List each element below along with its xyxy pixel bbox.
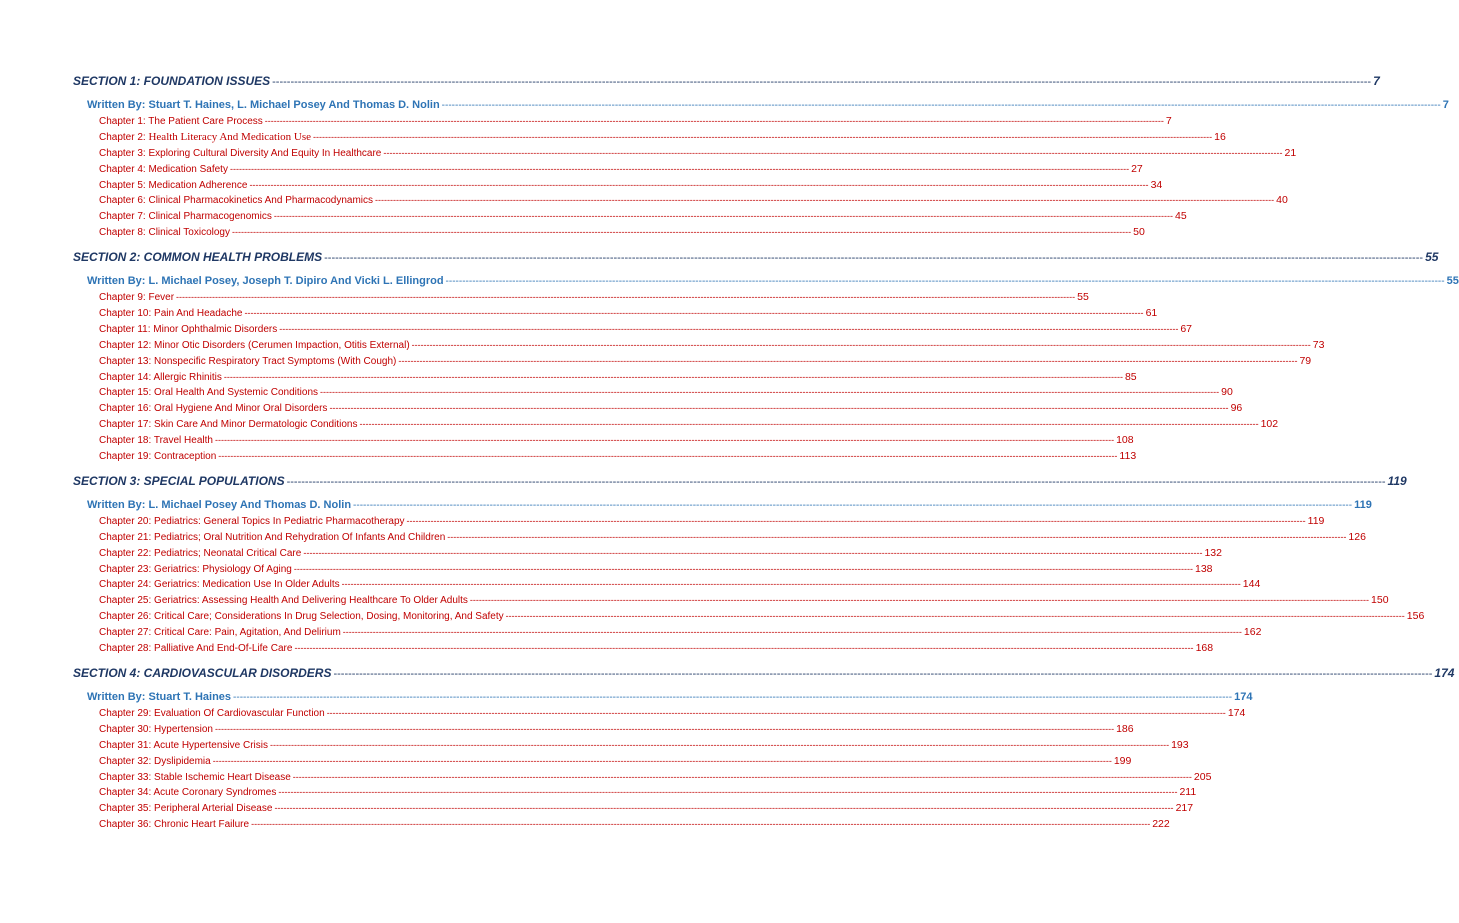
dot-leader: ------------------------------------------------------------------------------------------------------------------------------------------------------------------------------------------------------------------------------------------------------------------------------------------------------------ [447,531,1347,542]
chapter-entry[interactable] [73,417,1279,433]
dot-leader: ------------------------------------------------------------------------------------------------------------------------------------------------------------------------------------------------------------------------------------------------------------------------------------------------------------ [218,451,1118,462]
author-line-title: Written By: L. Michael Posey And Thomas D. Nolin [87,498,352,511]
dot-leader: ------------------------------------------------------------------------------------------------------------------------------------------------------------------------------------------------------------------------------------------------------------------------------------------------------------ [286,475,1386,488]
dot-leader: ------------------------------------------------------------------------------------------------------------------------------------------------------------------------------------------------------------------------------------------------------------------------------------------------------------ [441,100,1441,111]
chapter-entry-page-number: 102 [1260,418,1279,431]
chapter-entry[interactable] [73,146,1297,162]
dot-leader: ------------------------------------------------------------------------------------------------------------------------------------------------------------------------------------------------------------------------------------------------------------------------------------------------------------ [251,819,1151,830]
chapter-entry-page-number: 205 [1193,770,1212,783]
dot-leader: ------------------------------------------------------------------------------------------------------------------------------------------------------------------------------------------------------------------------------------------------------------------------------------------------------------ [329,403,1229,414]
chapter-entry-page-number: 211 [1179,786,1197,799]
section-heading-page-number: 55 [1425,250,1439,265]
chapter-entry-page-number: 79 [1299,354,1312,367]
section-heading-title: SECTION 4: CARDIOVASCULAR DISORDERS [73,665,332,680]
dot-leader: ------------------------------------------------------------------------------------------------------------------------------------------------------------------------------------------------------------------------------------------------------------------------------------------------------------ [269,739,1170,750]
dot-leader: ------------------------------------------------------------------------------------------------------------------------------------------------------------------------------------------------------------------------------------------------------------------------------------------------------------ [342,627,1242,638]
author-line-page-number: 55 [1446,275,1459,288]
chapter-entry-page-number: 27 [1131,162,1143,175]
chapter-entry[interactable] [73,562,1213,578]
author-line-title: Written By: Stuart T. Haines [87,690,232,703]
chapter-entry-page-number: 132 [1204,546,1222,559]
chapter-entry-title: Chapter 4: Medication Safety [99,163,228,175]
dot-leader: ------------------------------------------------------------------------------------------------------------------------------------------------------------------------------------------------------------------------------------------------------------------------------------------------------------ [272,76,1372,88]
chapter-entry-title: Chapter 35: Peripheral Arterial Disease [99,803,273,815]
dot-leader: ------------------------------------------------------------------------------------------------------------------------------------------------------------------------------------------------------------------------------------------------------------------------------------------------------------ [469,595,1370,606]
chapter-entry[interactable] [73,546,1222,562]
chapter-entry[interactable] [73,722,1134,738]
dot-leader: ------------------------------------------------------------------------------------------------------------------------------------------------------------------------------------------------------------------------------------------------------------------------------------------------------------ [273,211,1173,222]
dot-leader: ------------------------------------------------------------------------------------------------------------------------------------------------------------------------------------------------------------------------------------------------------------------------------------------------------------ [406,515,1306,526]
chapter-entry-page-number: 34 [1150,178,1163,191]
chapter-entry-page-number: 126 [1348,530,1366,543]
chapter-entry-page-number: 144 [1242,578,1261,591]
chapter-entry-title: Chapter 24: Geriatrics: Medication Use In Older Adults [99,579,340,591]
author-line-page-number: 174 [1234,690,1253,703]
chapter-entry-page-number: 40 [1276,194,1288,207]
chapter-entry-page-number: 199 [1113,754,1132,767]
chapter-entry-page-number: 119 [1307,514,1325,527]
chapter-entry[interactable] [73,130,1226,146]
chapter-entry[interactable] [73,162,1143,178]
dot-leader: ------------------------------------------------------------------------------------------------------------------------------------------------------------------------------------------------------------------------------------------------------------------------------------------------------------ [233,691,1233,703]
chapter-entry-title: Chapter 31: Acute Hypertensive Crisis [99,739,268,751]
chapter-entry[interactable] [73,322,1193,338]
dot-leader: ------------------------------------------------------------------------------------------------------------------------------------------------------------------------------------------------------------------------------------------------------------------------------------------------------------ [274,803,1174,814]
chapter-entry-page-number: 45 [1174,210,1187,223]
chapter-entry[interactable] [73,225,1145,241]
section-heading[interactable] [73,663,1455,683]
chapter-entry[interactable] [73,306,1158,322]
chapter-entry[interactable] [73,449,1137,465]
chapter-entry-page-number: 67 [1180,322,1193,335]
chapter-entry[interactable] [73,178,1163,194]
table-of-contents [73,71,1459,833]
chapter-entry-page-number: 21 [1284,146,1297,159]
chapter-entry-title: Chapter 14: Allergic Rhinitis [99,371,222,383]
chapter-entry-title: Chapter 25: Geriatrics: Assessing Health And Delivering Healthcare To Older Adults [99,595,468,607]
chapter-entry[interactable] [73,385,1233,401]
chapter-entry-page-number: 162 [1243,626,1262,639]
chapter-entry[interactable] [73,785,1197,801]
chapter-entry[interactable] [73,338,1325,354]
chapter-entry-page-number: 61 [1145,307,1158,320]
chapter-entry[interactable] [73,530,1366,546]
dot-leader: ------------------------------------------------------------------------------------------------------------------------------------------------------------------------------------------------------------------------------------------------------------------------------------------------------------ [223,371,1123,382]
dot-leader: ------------------------------------------------------------------------------------------------------------------------------------------------------------------------------------------------------------------------------------------------------------------------------------------------------------ [398,355,1298,366]
dot-leader: ------------------------------------------------------------------------------------------------------------------------------------------------------------------------------------------------------------------------------------------------------------------------------------------------------------ [341,579,1241,590]
dot-leader: ------------------------------------------------------------------------------------------------------------------------------------------------------------------------------------------------------------------------------------------------------------------------------------------------------------ [313,131,1213,142]
chapter-entry[interactable] [73,593,1389,609]
chapter-entry-page-number: 138 [1195,562,1213,575]
chapter-entry-title: Chapter 7: Clinical Pharmacogenomics [99,211,272,223]
dot-leader: ------------------------------------------------------------------------------------------------------------------------------------------------------------------------------------------------------------------------------------------------------------------------------------------------------------ [176,292,1076,303]
chapter-entry[interactable] [73,370,1137,386]
chapter-entry-page-number: 16 [1214,130,1226,143]
chapter-entry-title-serif: Health Literacy And Medication Use [148,130,311,143]
dot-leader: ------------------------------------------------------------------------------------------------------------------------------------------------------------------------------------------------------------------------------------------------------------------------------------------------------------ [232,227,1132,238]
chapter-entry-page-number: 222 [1152,818,1170,831]
chapter-entry-title: Chapter 19: Contraception [99,451,217,463]
chapter-entry-title: Chapter 1: The Patient Care Process [99,116,263,127]
chapter-entry-title: Chapter 34: Acute Coronary Syndromes [99,787,277,799]
chapter-entry-title: Chapter 16: Oral Hygiene And Minor Oral Disorders [99,403,328,415]
chapter-entry[interactable] [73,433,1134,449]
chapter-entry[interactable] [73,706,1246,722]
chapter-entry-title: Chapter 32: Dyslipidemia [99,755,211,767]
chapter-entry-title: Chapter 6: Clinical Pharmacokinetics And Pharmacodynamics [99,195,374,207]
chapter-entry-title: Chapter 13: Nonspecific Respiratory Tract Symptoms (With Cough) [99,355,397,367]
chapter-entry-page-number: 156 [1406,610,1425,623]
author-line-title: Written By: Stuart T. Haines, L. Michael Posey And Thomas D. Nolin [87,99,440,111]
chapter-entry-page-number: 90 [1221,386,1233,399]
dot-leader: ------------------------------------------------------------------------------------------------------------------------------------------------------------------------------------------------------------------------------------------------------------------------------------------------------------ [229,163,1130,174]
dot-leader: ------------------------------------------------------------------------------------------------------------------------------------------------------------------------------------------------------------------------------------------------------------------------------------------------------------ [445,276,1445,288]
dot-leader: ------------------------------------------------------------------------------------------------------------------------------------------------------------------------------------------------------------------------------------------------------------------------------------------------------------ [359,419,1259,430]
dot-leader: ------------------------------------------------------------------------------------------------------------------------------------------------------------------------------------------------------------------------------------------------------------------------------------------------------------ [324,252,1424,265]
chapter-entry-page-number: 108 [1116,434,1134,447]
author-line-title: Written By: L. Michael Posey, Joseph T. Dipiro And Vicki L. Ellingrod [87,275,444,288]
section-heading[interactable] [73,71,1380,91]
chapter-entry-title-prefix: Chapter 2: [99,131,149,143]
chapter-entry[interactable] [73,770,1212,786]
chapter-entry-title: Chapter 33: Stable Ischemic Heart Disease [99,771,291,783]
chapter-entry-title: Chapter 8: Clinical Toxicology [99,227,230,239]
author-line[interactable] [73,273,1459,290]
chapter-entry-page-number: 55 [1077,291,1089,304]
chapter-entry[interactable] [73,817,1170,833]
dot-leader: ------------------------------------------------------------------------------------------------------------------------------------------------------------------------------------------------------------------------------------------------------------------------------------------------------------ [505,611,1405,622]
author-line[interactable] [73,97,1449,114]
chapter-entry-title: Chapter 20: Pediatrics: General Topics In Pediatric Pharmacotherapy [99,515,405,527]
dot-leader: ------------------------------------------------------------------------------------------------------------------------------------------------------------------------------------------------------------------------------------------------------------------------------------------------------------ [244,308,1144,319]
chapter-entry-title: Chapter 23: Geriatrics: Physiology Of Aging [99,563,292,575]
section-heading-title: SECTION 2: COMMON HEALTH PROBLEMS [73,250,323,265]
dot-leader: ------------------------------------------------------------------------------------------------------------------------------------------------------------------------------------------------------------------------------------------------------------------------------------------------------------ [353,499,1353,511]
chapter-entry-title: Chapter 11: Minor Ophthalmic Disorders [99,323,278,335]
section-heading[interactable] [73,471,1407,491]
chapter-entry-page-number: 217 [1175,802,1194,815]
chapter-entry-title: Chapter 9: Fever [99,292,175,304]
chapter-entry[interactable] [73,641,1214,657]
chapter-entry[interactable] [73,401,1243,417]
chapter-entry[interactable] [73,577,1261,593]
chapter-entry-title: Chapter 17: Skin Care And Minor Dermatologic Conditions [99,419,358,431]
dot-leader: ------------------------------------------------------------------------------------------------------------------------------------------------------------------------------------------------------------------------------------------------------------------------------------------------------------ [212,755,1112,766]
chapter-entry-page-number: 168 [1195,642,1214,655]
dot-leader: ------------------------------------------------------------------------------------------------------------------------------------------------------------------------------------------------------------------------------------------------------------------------------------------------------------ [294,643,1194,654]
dot-leader: ------------------------------------------------------------------------------------------------------------------------------------------------------------------------------------------------------------------------------------------------------------------------------------------------------------ [326,707,1226,718]
chapter-entry-page-number: 96 [1230,402,1243,415]
dot-leader: ------------------------------------------------------------------------------------------------------------------------------------------------------------------------------------------------------------------------------------------------------------------------------------------------------------ [411,339,1311,350]
chapter-entry-title: Chapter 27: Critical Care: Pain, Agitation, And Delirium [99,627,341,639]
dot-leader: ------------------------------------------------------------------------------------------------------------------------------------------------------------------------------------------------------------------------------------------------------------------------------------------------------------ [333,667,1433,680]
dot-leader: ------------------------------------------------------------------------------------------------------------------------------------------------------------------------------------------------------------------------------------------------------------------------------------------------------------ [279,323,1179,334]
chapter-entry[interactable] [73,609,1425,625]
chapter-entry[interactable] [73,801,1194,817]
chapter-entry[interactable] [73,514,1325,530]
chapter-entry-title: Chapter 28: Palliative And End-Of-Life Care [99,643,293,655]
dot-leader: ------------------------------------------------------------------------------------------------------------------------------------------------------------------------------------------------------------------------------------------------------------------------------------------------------------ [303,547,1203,558]
chapter-entry-page-number: 150 [1371,594,1389,607]
author-line[interactable] [73,497,1372,514]
section-heading-page-number: 7 [1373,74,1380,88]
section-heading-title: SECTION 3: SPECIAL POPULATIONS [73,473,285,488]
section-heading[interactable] [73,247,1439,267]
chapter-entry-page-number: 7 [1165,115,1172,127]
chapter-entry[interactable] [73,290,1089,306]
chapter-entry-title: Chapter 12: Minor Otic Disorders (Cerumen Impaction, Otitis External) [99,339,410,351]
dot-leader: ------------------------------------------------------------------------------------------------------------------------------------------------------------------------------------------------------------------------------------------------------------------------------------------------------------ [293,563,1193,574]
chapter-entry[interactable] [73,209,1187,225]
dot-leader: ------------------------------------------------------------------------------------------------------------------------------------------------------------------------------------------------------------------------------------------------------------------------------------------------------------ [292,771,1192,782]
dot-leader: ------------------------------------------------------------------------------------------------------------------------------------------------------------------------------------------------------------------------------------------------------------------------------------------------------------ [214,435,1115,446]
author-line[interactable] [73,689,1253,706]
chapter-entry-title: Chapter 29: Evaluation Of Cardiovascular Function [99,707,325,719]
dot-leader: ------------------------------------------------------------------------------------------------------------------------------------------------------------------------------------------------------------------------------------------------------------------------------------------------------------ [278,787,1178,798]
chapter-entry-page-number: 113 [1119,450,1137,463]
chapter-entry[interactable] [73,754,1132,770]
chapter-entry-page-number: 193 [1171,738,1189,751]
chapter-entry-title: Chapter 36: Chronic Heart Failure [99,819,250,831]
author-line-page-number: 119 [1354,498,1372,511]
dot-leader: ------------------------------------------------------------------------------------------------------------------------------------------------------------------------------------------------------------------------------------------------------------------------------------------------------------ [214,723,1115,734]
chapter-entry-page-number: 174 [1227,706,1246,719]
dot-leader: ------------------------------------------------------------------------------------------------------------------------------------------------------------------------------------------------------------------------------------------------------------------------------------------------------------ [375,195,1275,206]
section-heading-title: SECTION 1: FOUNDATION ISSUES [73,74,271,88]
chapter-entry-title: Chapter 15: Oral Health And Systemic Conditions [99,387,318,399]
author-line-page-number: 7 [1442,99,1449,111]
dot-leader: ------------------------------------------------------------------------------------------------------------------------------------------------------------------------------------------------------------------------------------------------------------------------------------------------------------ [383,147,1283,158]
chapter-entry[interactable] [73,354,1312,370]
dot-leader: ------------------------------------------------------------------------------------------------------------------------------------------------------------------------------------------------------------------------------------------------------------------------------------------------------------ [264,116,1164,126]
chapter-entry-page-number: 73 [1312,338,1325,351]
chapter-entry[interactable] [73,738,1189,754]
dot-leader: ------------------------------------------------------------------------------------------------------------------------------------------------------------------------------------------------------------------------------------------------------------------------------------------------------------ [249,179,1149,190]
section-heading-page-number: 119 [1387,473,1407,488]
chapter-entry-title: Chapter 22: Pediatrics; Neonatal Critical Care [99,547,302,559]
chapter-entry-title: Chapter 3: Exploring Cultural Diversity And Equity In Healthcare [99,147,382,159]
chapter-entry-title: Chapter 5: Medication Adherence [99,179,248,191]
chapter-entry-title: Chapter 18: Travel Health [99,435,213,447]
chapter-entry-title: Chapter 21: Pediatrics; Oral Nutrition And Rehydration Of Infants And Children [99,531,446,543]
chapter-entry-title: Chapter 10: Pain And Headache [99,308,243,320]
chapter-entry-title [99,130,311,146]
chapter-entry[interactable] [73,625,1262,641]
section-heading-page-number: 174 [1434,665,1455,680]
dot-leader: ------------------------------------------------------------------------------------------------------------------------------------------------------------------------------------------------------------------------------------------------------------------------------------------------------------ [320,387,1220,398]
chapter-entry-title: Chapter 26: Critical Care; Considerations In Drug Selection, Dosing, Monitoring, And Safety [99,611,504,623]
chapter-entry-page-number: 85 [1124,370,1137,383]
chapter-entry-title: Chapter 30: Hypertension [99,723,213,735]
chapter-entry-page-number: 50 [1133,226,1145,239]
chapter-entry[interactable] [73,114,1172,130]
chapter-entry-page-number: 186 [1116,722,1134,735]
chapter-entry[interactable] [73,193,1288,209]
